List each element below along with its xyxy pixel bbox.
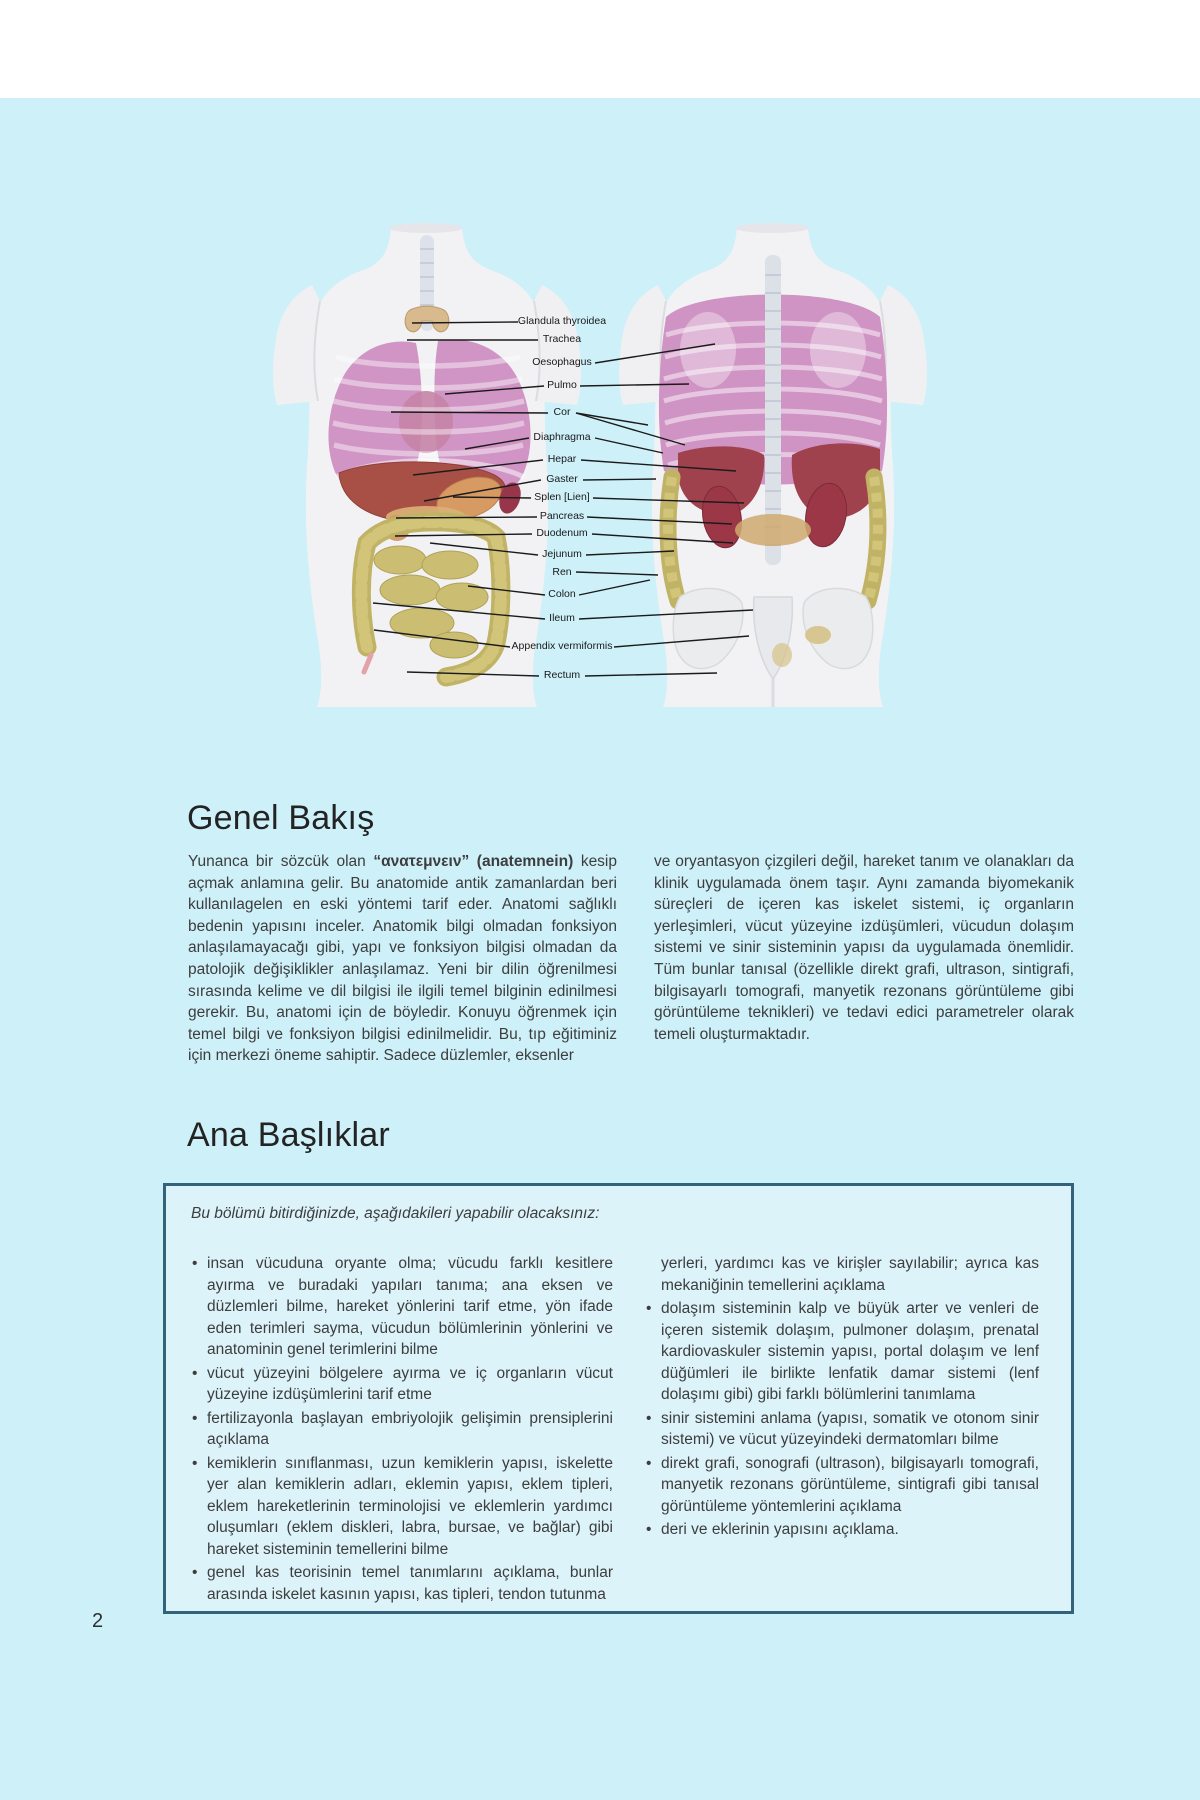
figure-label: Ren bbox=[552, 566, 572, 578]
topics-heading: Ana Başlıklar bbox=[187, 1116, 390, 1154]
overview-paragraph-right: ve oryantasyon çizgileri değil, hareket tanım ve olanakları da klinik uygulamada önem taşır. Aynı zamanda biyomekanik süreçleri de içeren kas iskelet sistemi, iç organların yerleşimleri, vücut yüzeyine izdüşümleri, vücudun dolaşım sistemi ve sinir sisteminin yapısı da uygulamada önemlidir. Tüm bunlar tanısal (özellikle direkt grafi, ultrason, sintigrafi, bilgisayarlı tomografi, manyetik rezonans görüntüleme gibi görüntüleme teknikleri) ve tedavi edici parametreler olarak temeli oluşturmaktadır. bbox=[654, 853, 1074, 1043]
topics-column-left bbox=[189, 1253, 613, 1607]
figure-label: Hepar bbox=[547, 453, 577, 465]
figure-label: Diaphragma bbox=[533, 431, 591, 443]
topics-columns bbox=[189, 1253, 1047, 1607]
bullet-item: • genel kas teorisinin temel tanımlarını açıklama, bunlar arasında iskelet kasının yapısı, kas tipleri, tendon tutunma bbox=[189, 1562, 613, 1605]
topics-right-list bbox=[643, 1298, 1039, 1541]
bullet-item: • kemiklerin sınıflanması, uzun kemiklerin yapısı, iskelette yer alan kemiklerin adları, eklemin yapısı, eklem tipleri, eklem hareketlerinin terminolojisi ve eklemlerin yardımcı oluşumları (eklem diskleri, labra, bursae, ve bağlar) gibi hareket sisteminin temellerini bilme bbox=[189, 1453, 613, 1561]
bullet-item: • fertilizayonla başlayan embriyolojik gelişimin prensiplerini açıklama bbox=[189, 1408, 613, 1451]
overview-text-before: Yunanca bir sözcük olan bbox=[188, 853, 374, 870]
topics-right-continuation: yerleri, yardımcı kas ve kirişler sayılabilir; ayrıca kas mekaniğinin temellerini açıklama bbox=[661, 1255, 1039, 1294]
figure-label: Pancreas bbox=[539, 510, 585, 522]
posterior-organs bbox=[659, 255, 887, 707]
figure-label: Oesophagus bbox=[532, 356, 592, 368]
bullet-item: • sinir sistemini anlama (yapısı, somatik ve otonom sinir sistemi) ve vücut yüzeyindeki dermatomları bilme bbox=[643, 1408, 1039, 1451]
figure-label: Pulmo bbox=[547, 379, 577, 391]
topics-column-right bbox=[643, 1253, 1039, 1607]
figure-label: Duodenum bbox=[536, 527, 588, 539]
overview-text-after: kesip açmak anlamına gelir. Bu anatomide antik zamanlardan beri kullanılagelen en eski yöntemi tarif eder. Anatomi sağlıklı bedenin yapısını inceler. Anatomik bilgi olmadan fonksiyon anlaşılamayacağı gibi, yapı ve fonksiyon bilgisi olmadan da patolojik değişiklikler anlaşılamaz. Yeni bir dilin öğrenilmesi sırasında kelime ve dil bilgisi ile ilgili temel bilginin edinilmesi gerekir. Bu, anatomi için de böyledir. Konuyu öğrenmek için temel bilgi ve fonksiyon bilgisi edinilmelidir. Bu, tıp eğitiminiz için merkezi öneme sahiptir. Sadece düzlemler, eksenler bbox=[188, 853, 617, 1065]
bullet-item: • deri ve eklerinin yapısını açıklama. bbox=[643, 1519, 1039, 1541]
overview-term-latin: (anatemnein) bbox=[469, 853, 574, 870]
figure-label: Ileum bbox=[549, 612, 575, 624]
topics-intro: Bu bölümü bitirdiğinizde, aşağıdakileri yapabilir olacaksınız: bbox=[191, 1205, 600, 1222]
figure-label: Glandula thyroidea bbox=[517, 315, 607, 327]
overview-paragraph-left bbox=[188, 851, 617, 1067]
figure-label: Cor bbox=[553, 406, 571, 418]
topics-box bbox=[163, 1183, 1074, 1614]
topics-left-list bbox=[189, 1253, 613, 1605]
anatomy-illustration bbox=[240, 215, 960, 707]
figure-label: Rectum bbox=[543, 669, 581, 681]
figure-label: Splen [Lien] bbox=[534, 491, 590, 503]
figure-label: Trachea bbox=[542, 333, 582, 345]
figure-label: Jejunum bbox=[542, 548, 582, 560]
figure-label: Gaster bbox=[546, 473, 578, 485]
page-number: 2 bbox=[92, 1610, 104, 1632]
anatomy-figure bbox=[240, 215, 960, 707]
overview-term-greek: “ανατεμνειν” bbox=[373, 853, 470, 870]
bullet-item: • insan vücuduna oryante olma; vücudu farklı kesitlere ayırma ve buradaki yapıları tanıma; ana eksen ve düzlemleri bilme, hareket yönlerini tarif etme, yön ifade eden terimleri sayma, vücudun bölümlerinin yönlerini ve anatominin genel terimlerini bilme bbox=[189, 1253, 613, 1361]
bullet-item: • dolaşım sisteminin kalp ve büyük arter ve venleri de içeren sistemik dolaşım, pulmoner dolaşım, prenatal kardiovaskuler sistemin yapısı, portal dolaşım ve lenf düğümleri ile birlikte lenfatik damar sistemi (lenf dolaşımı gibi) gibi farklı bölümlerini tanımlama bbox=[643, 1298, 1039, 1406]
overview-heading: Genel Bakış bbox=[187, 799, 375, 837]
figure-label: Appendix vermiformis bbox=[511, 640, 613, 652]
overview-text bbox=[188, 851, 1074, 1067]
figure-label: Colon bbox=[548, 588, 576, 600]
bullet-item: • vücut yüzeyini bölgelere ayırma ve iç organların vücut yüzeyine izdüşümlerini tarif etme bbox=[189, 1363, 613, 1406]
bullet-item: • direkt grafi, sonografi (ultrason), bilgisayarlı tomografi, manyetik rezonans görüntüleme, sintigrafi gibi tanısal görüntüleme yöntemlerini açıklama bbox=[643, 1453, 1039, 1518]
